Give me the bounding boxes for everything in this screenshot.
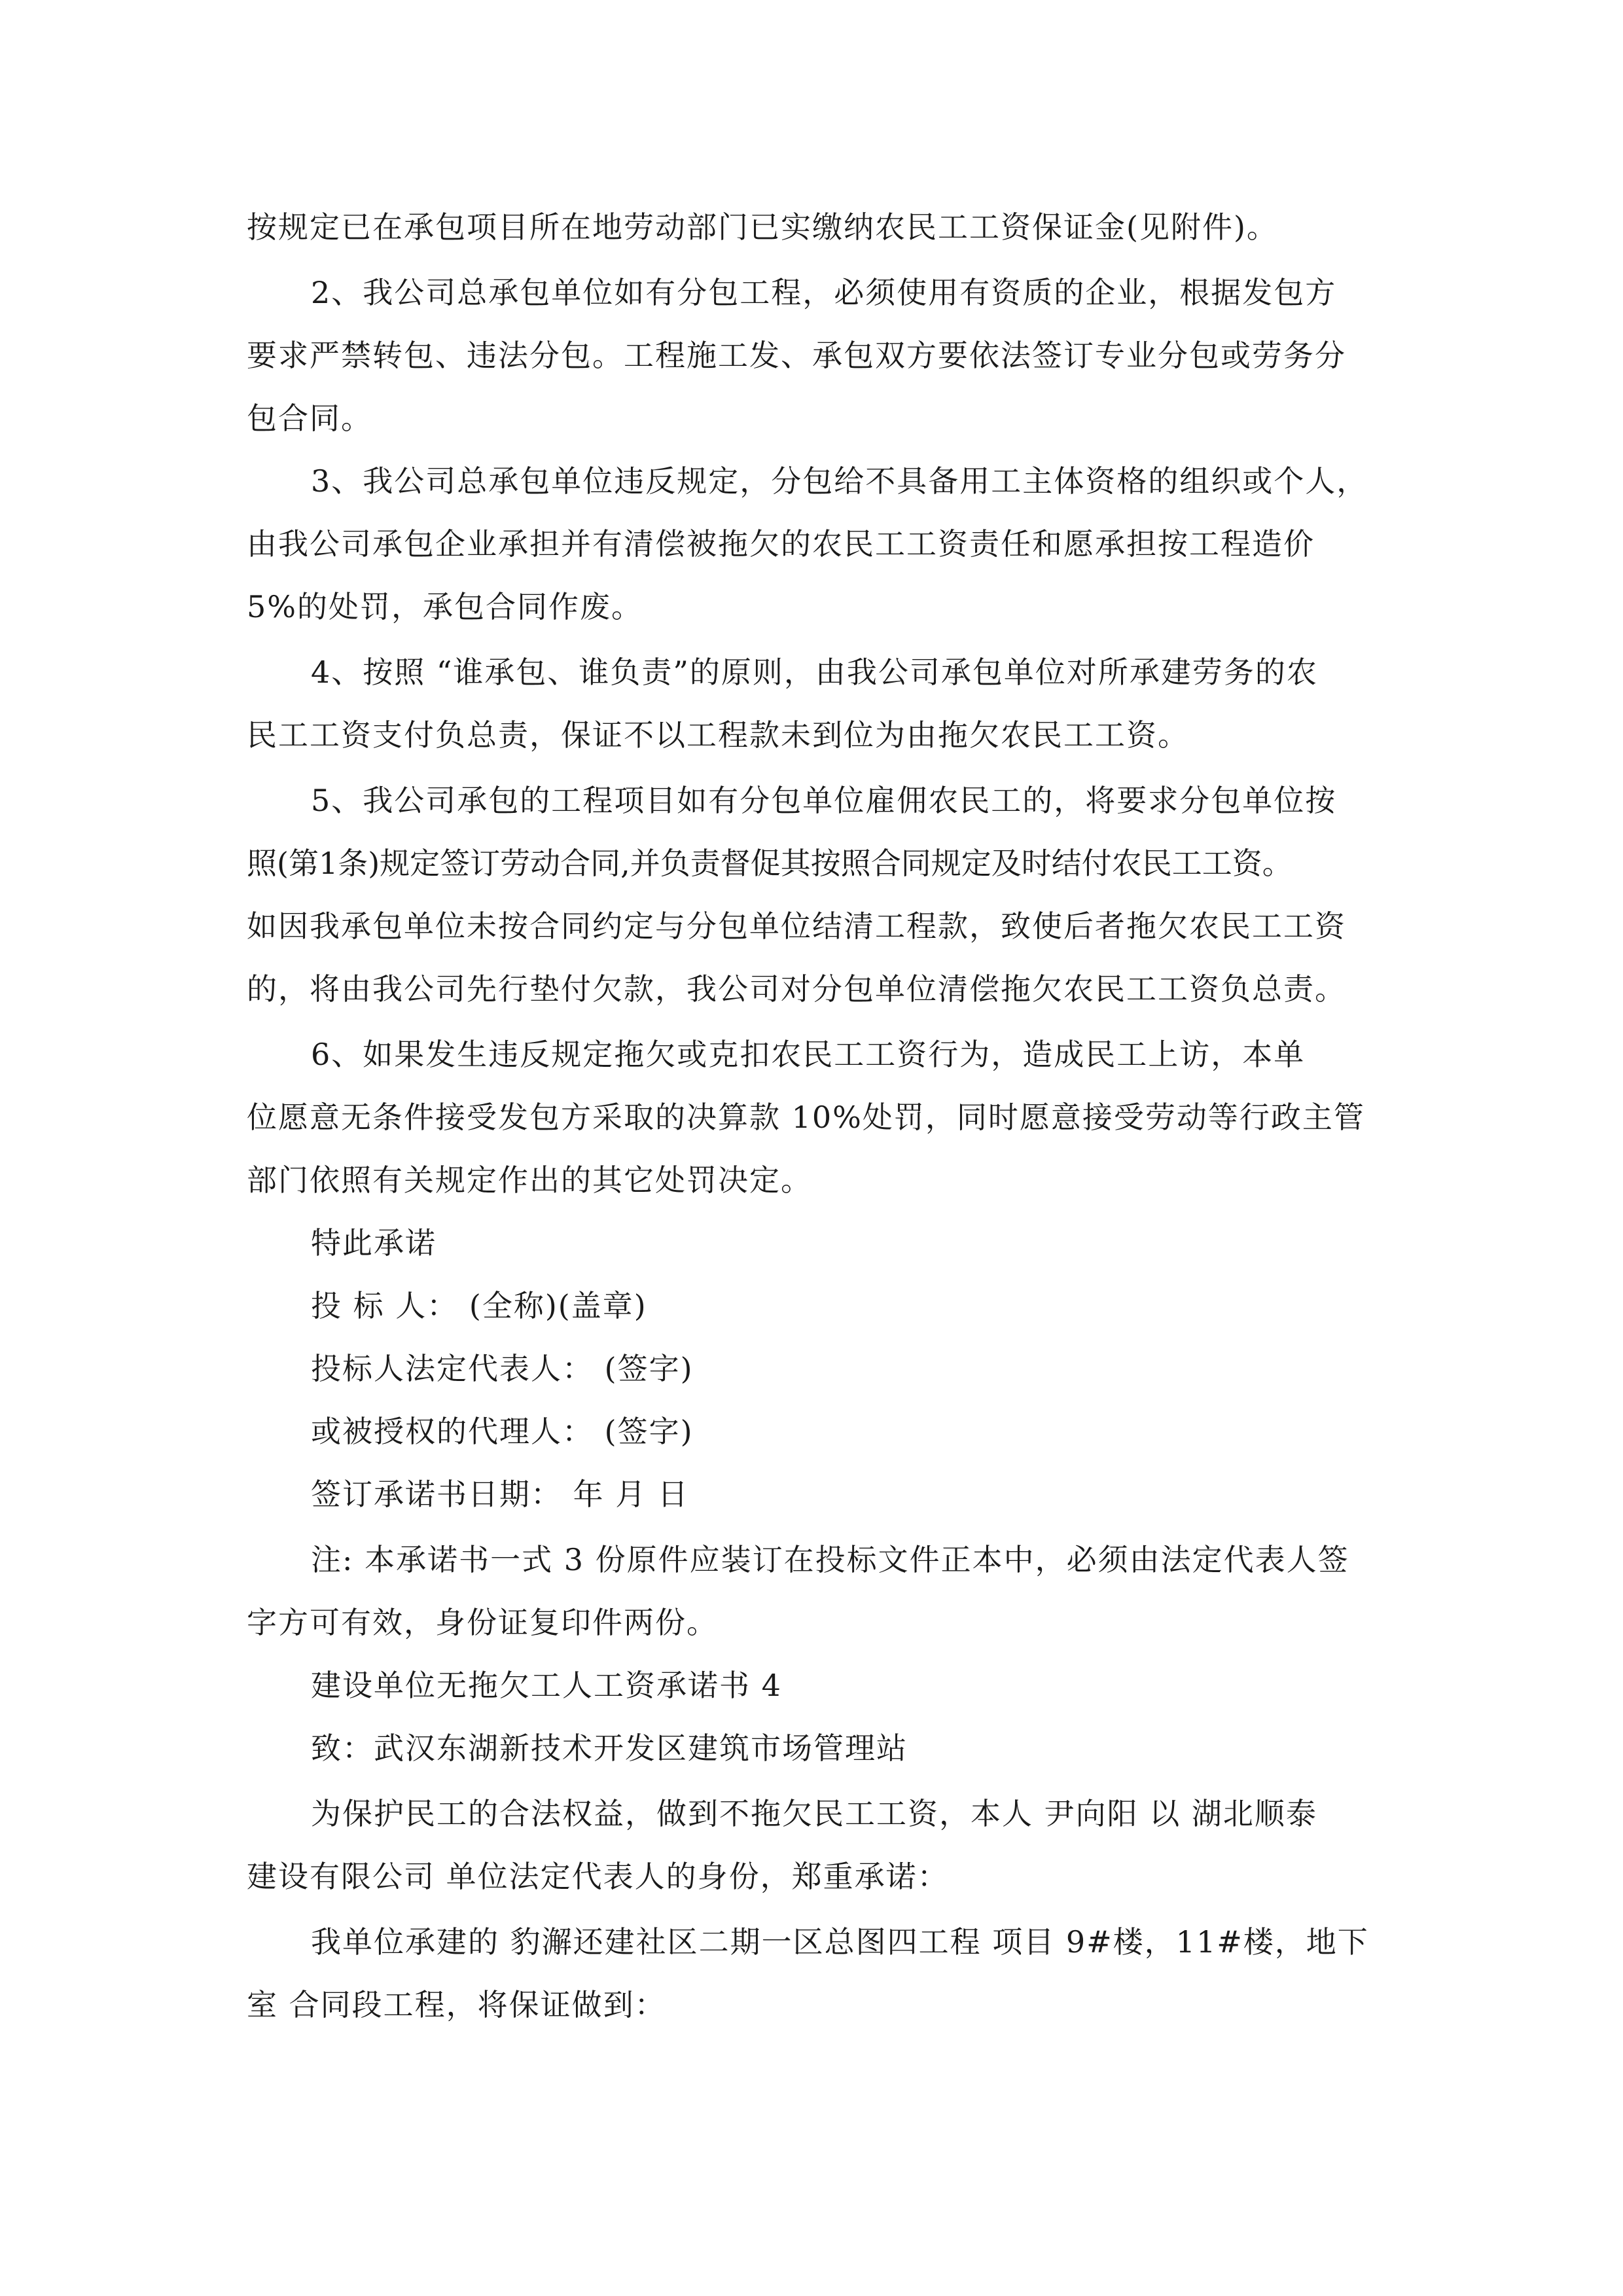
text-line: 要求严禁转包、违法分包。工程施工发、承包双方要依法签订专业分包或劳务分 bbox=[247, 338, 1346, 373]
text-line: 投 标 人： (全称)(盖章) bbox=[311, 1288, 647, 1323]
text-line: 建设单位无拖欠工人工资承诺书 4 bbox=[311, 1668, 782, 1703]
text-line: 为保护民工的合法权益，做到不拖欠民工工资，本人 尹向阳 以 湖北顺泰 bbox=[311, 1796, 1317, 1831]
text-line: 3、我公司总承包单位违反规定，分包给不具备用工主体资格的组织或个人， bbox=[311, 463, 1368, 499]
text-line: 4、按照 “谁承包、谁负责”的原则，由我公司承包单位对所承建劳务的农 bbox=[311, 655, 1318, 690]
text-line: 6、如果发生违反规定拖欠或克扣农民工工资行为，造成民工上访，本单 bbox=[311, 1037, 1306, 1072]
text-line: 签订承诺书日期： 年 月 日 bbox=[311, 1477, 689, 1512]
text-line: 的，将由我公司先行垫付欠款，我公司对分包单位清偿拖欠农民工工资负总责。 bbox=[247, 971, 1346, 1007]
text-line: 如因我承包单位未按合同约定与分包单位结清工程款，致使后者拖欠农民工工资 bbox=[247, 908, 1346, 944]
text-line: 包合同。 bbox=[247, 401, 372, 436]
text-line: 注: 本承诺书一式 3 份原件应装订在投标文件正本中，必须由法定代表人签 bbox=[311, 1542, 1349, 1577]
text-line: 字方可有效，身份证复印件两份。 bbox=[247, 1605, 718, 1640]
text-line: 照(第1条)规定签订劳动合同,并负责督促其按照合同规定及时结付农民工工资。 bbox=[247, 846, 1293, 881]
text-line: 部门依照有关规定作出的其它处罚决定。 bbox=[247, 1162, 812, 1198]
text-line: 室 合同段工程，将保证做到： bbox=[247, 1987, 666, 2022]
text-line: 建设有限公司 单位法定代表人的身份，郑重承诺： bbox=[247, 1859, 949, 1894]
text-line: 致：武汉东湖新技术开发区建筑市场管理站 bbox=[311, 1731, 908, 1766]
text-line: 5、我公司承包的工程项目如有分包单位雇佣农民工的，将要求分包单位按 bbox=[311, 783, 1337, 818]
text-line: 由我公司承包企业承担并有清偿被拖欠的农民工工资责任和愿承担按工程造价 bbox=[247, 526, 1315, 562]
text-line: 特此承诺 bbox=[311, 1225, 437, 1261]
text-line: 投标人法定代表人： (签字) bbox=[311, 1351, 694, 1386]
text-line: 位愿意无条件接受发包方采取的决算款 10%处罚，同时愿意接受劳动等行政主管 bbox=[247, 1100, 1365, 1135]
text-line: 民工工资支付负总责，保证不以工程款未到位为由拖欠农民工工资。 bbox=[247, 717, 1189, 753]
text-line: 按规定已在承包项目所在地劳动部门已实缴纳农民工工资保证金(见附件)。 bbox=[247, 209, 1278, 245]
text-line: 或被授权的代理人： (签字) bbox=[311, 1414, 694, 1449]
text-line: 我单位承建的 豹澥还建社区二期一区总图四工程 项目 9#楼，11#楼，地下 bbox=[311, 1924, 1369, 1960]
text-line: 5%的处罚，承包合同作废。 bbox=[247, 589, 643, 624]
text-line: 2、我公司总承包单位如有分包工程，必须使用有资质的企业，根据发包方 bbox=[311, 275, 1337, 310]
